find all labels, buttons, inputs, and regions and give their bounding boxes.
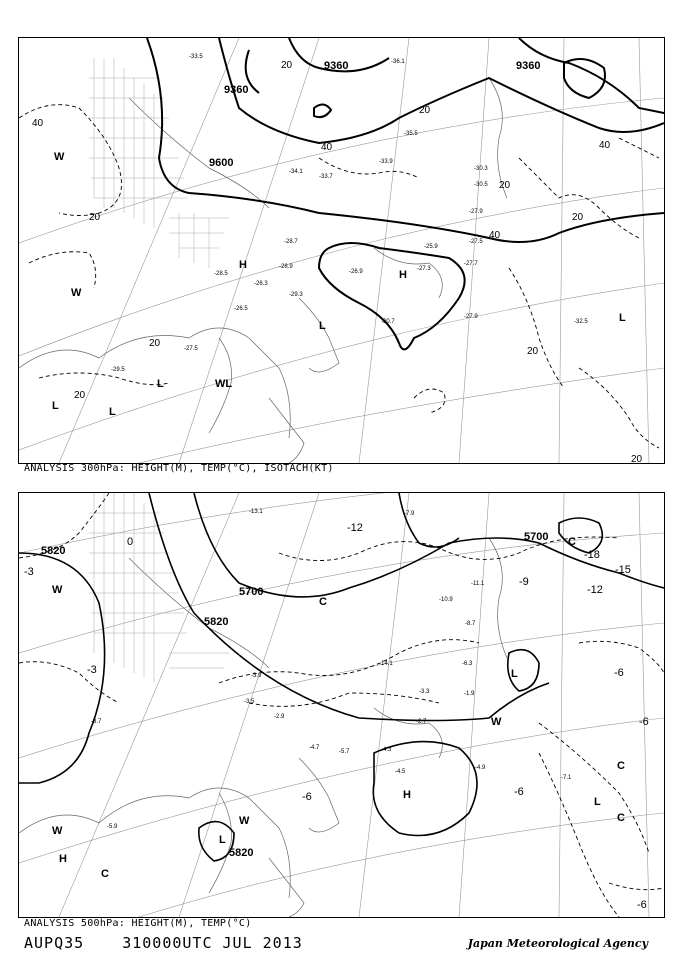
station-temp: -29.5 [111,367,125,373]
station-temp: -3.7 [91,719,102,725]
station-temp: -13.1 [249,509,263,515]
isotach-label: 20 [499,180,511,191]
height-label: 9600 [209,157,234,169]
station-temp: -4.7 [309,745,320,751]
low-center: L [319,320,326,332]
station-temp: -4.3 [381,747,392,753]
station-temp: -8.7 [465,621,476,627]
isotach-label: 20 [281,60,293,71]
isotherm-label: -3 [87,664,97,676]
graticule [19,38,664,463]
isotherm-label: -15 [615,564,631,576]
station-temp: -6.3 [462,661,473,667]
isotherm-label: 0 [127,536,134,548]
isotach-label: 20 [89,212,101,223]
isotherm-label-group [24,522,649,911]
height-contours [19,493,664,861]
height-label: 5820 [229,847,254,859]
isotherm-label: -18 [584,549,600,561]
warm-center: W [71,287,82,299]
map-300hpa [19,38,664,463]
center-group [52,151,626,418]
product-code: AUPQ35 [24,934,85,952]
isotach-label: 40 [489,230,501,241]
warm-center: W [239,815,250,827]
station-temp: -14.1 [379,661,393,667]
isotach-label: 20 [149,338,161,349]
isotach-label: 20 [419,105,431,116]
height-label: 5700 [239,586,264,598]
isotachs [19,105,659,448]
chart-300hpa [18,37,665,464]
chart-500hpa [18,492,665,918]
cold-center: C [101,868,109,880]
map-500hpa [19,493,664,917]
station-temp: -5.7 [339,749,350,755]
height-label: 5820 [204,616,229,628]
station-temp: -26.9 [349,269,363,275]
station-temp: -33.7 [319,174,333,180]
station-temp: -5.9 [107,824,118,830]
isotherm-label: -9 [519,576,529,588]
high-center: H [399,269,407,281]
station-temp: -33.9 [379,159,393,165]
low-center: L [219,834,226,846]
isotach-label-group [32,60,643,463]
station-temp: -27.5 [469,239,483,245]
station-temp: -3.5 [244,699,255,705]
low-center: L [109,406,116,418]
low-center: L [619,312,626,324]
station-temp: -26.3 [254,281,268,287]
station-temp: -33.5 [189,54,203,60]
isotherm-label: -6 [302,791,312,803]
station-temp: -35.5 [404,131,418,137]
station-temp: -7.9 [404,511,415,517]
chart-300hpa-caption: ANALYSIS 300hPa: HEIGHT(M), TEMP(°C), ISOTACH(KT) [24,463,334,474]
isotherm-label: -6 [614,667,624,679]
station-temp: -34.1 [289,169,303,175]
warm-center: W [54,151,65,163]
isotherm-label: -12 [347,522,363,534]
height-label: 5820 [41,545,66,557]
station-temp: -28.7 [284,239,298,245]
station-temp: -3.9 [251,673,262,679]
station-temp: -27.5 [184,346,198,352]
agency-credit: Japan Meteorological Agency [467,937,648,950]
station-temp: -3.3 [419,689,430,695]
cold-center: C [319,596,327,608]
warm-low-center: WL [215,378,233,390]
station-temp: -27.9 [464,314,478,320]
height-label: 5700 [524,531,549,543]
low-center: L [157,378,164,390]
station-temp-group [111,54,588,373]
cold-center: C [568,536,576,548]
station-temp: -28.9 [279,264,293,270]
height-label: 9360 [324,60,349,72]
station-temp-group [91,509,572,830]
product-identifier [24,934,331,952]
isotherm-label: -12 [587,584,603,596]
station-temp: -27.9 [469,209,483,215]
isotherm-label: -6 [514,786,524,798]
station-temp: -29.3 [289,292,303,298]
station-temp: -30.7 [381,319,395,325]
isotherm-label: -3 [24,566,34,578]
station-temp: -2.7 [416,719,427,725]
isotach-label: 20 [631,454,643,463]
height-label-group [209,60,540,169]
cold-center: C [617,812,625,824]
station-temp: -32.5 [574,319,588,325]
station-temp: -4.9 [475,765,486,771]
high-center: H [239,259,247,271]
high-center: H [59,853,67,865]
isotach-label: 40 [321,142,333,153]
isotherm-label: -6 [637,899,647,911]
low-center: L [511,668,518,680]
station-temp: -36.1 [391,59,405,65]
valid-time: 310000UTC JUL 2013 [122,934,303,952]
station-temp: -26.5 [234,306,248,312]
isotach-label: 40 [32,118,44,129]
warm-center: W [52,825,63,837]
warm-center: W [52,584,63,596]
warm-center: W [491,716,502,728]
height-label: 9360 [516,60,541,72]
terrain-hatch [89,493,229,683]
station-temp: -10.9 [439,597,453,603]
isotach-label: 20 [74,390,86,401]
station-temp: -2.9 [274,714,285,720]
isotach-label: 20 [527,346,539,357]
isotach-label: 40 [599,140,611,151]
station-temp: -1.9 [464,691,475,697]
low-center: L [594,796,601,808]
station-temp: -4.5 [395,769,406,775]
station-temp: -30.5 [474,182,488,188]
station-temp: -11.1 [471,581,485,587]
station-temp: -28.5 [214,271,228,277]
cold-center: C [617,760,625,772]
station-temp: -7.1 [561,775,572,781]
isotach-label: 20 [572,212,584,223]
low-center: L [52,400,59,412]
station-temp: -25.9 [424,244,438,250]
coastline [19,78,507,463]
isotherm-label: -6 [639,716,649,728]
station-temp: -27.3 [417,266,431,272]
station-temp: -27.7 [464,261,478,267]
chart-500hpa-caption: ANALYSIS 500hPa: HEIGHT(M), TEMP(°C) [24,918,252,929]
height-label: 9360 [224,84,249,96]
high-center: H [403,789,411,801]
station-temp: -30.3 [474,166,488,172]
